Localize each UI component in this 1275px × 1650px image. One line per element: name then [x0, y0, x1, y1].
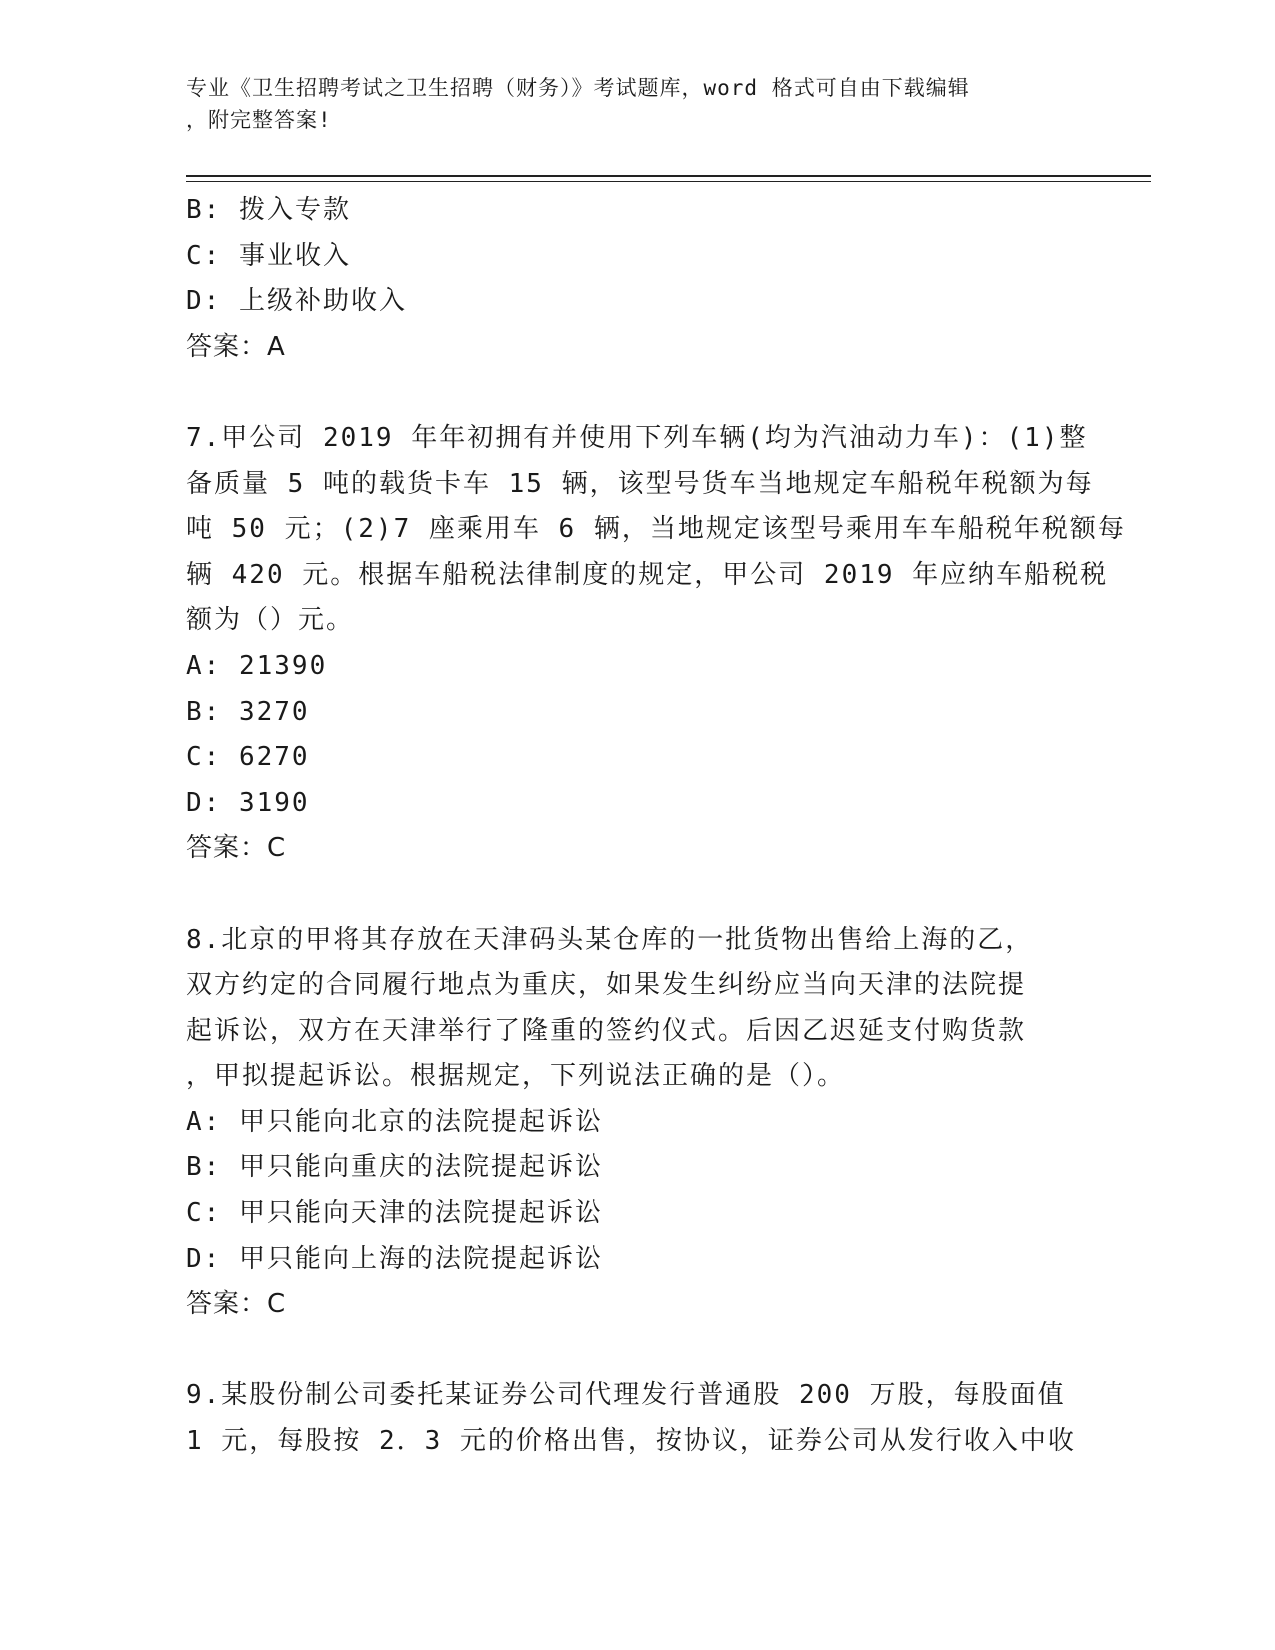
option-c: C: 甲只能向天津的法院提起诉讼: [186, 1198, 603, 1229]
question-8: [186, 918, 1086, 1328]
question-text-line: 1 元，每股按 2．3 元的价格出售，按协议，证券公司从发行收入中收: [186, 1426, 1076, 1457]
spacer: [186, 370, 1086, 416]
option-b: B: 3270: [186, 696, 310, 727]
question-text-line: 7.甲公司 2019 年年初拥有并使用下列车辆(均为汽油动力车)：(1)整: [186, 422, 1088, 453]
spacer: [186, 1328, 1086, 1374]
option-b: B: 拨入专款: [186, 195, 351, 225]
question-text-line: 额为（）元。: [186, 605, 355, 636]
question-text-line: 辆 420 元。根据车船税法律制度的规定，甲公司 2019 年应纳车船税税: [186, 559, 1109, 590]
header-divider-thin: [186, 181, 1151, 182]
option-c: C: 6270: [186, 742, 310, 773]
option-d: D: 上级补助收入: [186, 286, 407, 317]
answer-line: 答案：A: [186, 331, 286, 362]
header-line: 专业《卫生招聘考试之卫生招聘（财务）》考试题库，word 格式可自由下载编辑: [186, 76, 970, 100]
option-b: B: 甲只能向重庆的法院提起诉讼: [186, 1152, 603, 1183]
spacer: [186, 872, 1086, 918]
header-divider-thick: [186, 175, 1151, 177]
option-c: C: 事业收入: [186, 240, 351, 271]
question-text-line: ，甲拟提起诉讼。根据规定，下列说法正确的是（）。: [186, 1061, 846, 1092]
question-text-line: 双方约定的合同履行地点为重庆，如果发生纠纷应当向天津的法院提: [186, 970, 1027, 1001]
header-line: ，附完整答案!: [186, 108, 332, 132]
question-9: [186, 1373, 1086, 1464]
question-text-line: 备质量 5 吨的载货卡车 15 辆，该型号货车当地规定车船税年税额为每: [186, 468, 1094, 499]
document-body: [186, 188, 1126, 1465]
document-header: [186, 72, 1066, 136]
question-text-line: 8.北京的甲将其存放在天津码头某仓库的一批货物出售给上海的乙，: [186, 924, 1034, 955]
question-text-line: 9.某股份制公司委托某证券公司代理发行普通股 200 万股，每股面值: [186, 1380, 1066, 1411]
option-d: D: 3190: [186, 787, 310, 818]
option-a: A: 甲只能向北京的法院提起诉讼: [186, 1106, 603, 1137]
answer-line: 答案：C: [186, 833, 287, 864]
option-a: A: 21390: [186, 650, 328, 681]
question-text-line: 吨 50 元；(2)7 座乘用车 6 辆，当地规定该型号乘用车车船税年税额每: [186, 514, 1126, 545]
answer-line: 答案：C: [186, 1289, 287, 1320]
question-6-tail: [186, 188, 1086, 370]
question-7: [186, 416, 1126, 872]
option-d: D: 甲只能向上海的法院提起诉讼: [186, 1243, 603, 1274]
question-text-line: 起诉讼，双方在天津举行了隆重的签约仪式。后因乙迟延支付购货款: [186, 1015, 1027, 1046]
